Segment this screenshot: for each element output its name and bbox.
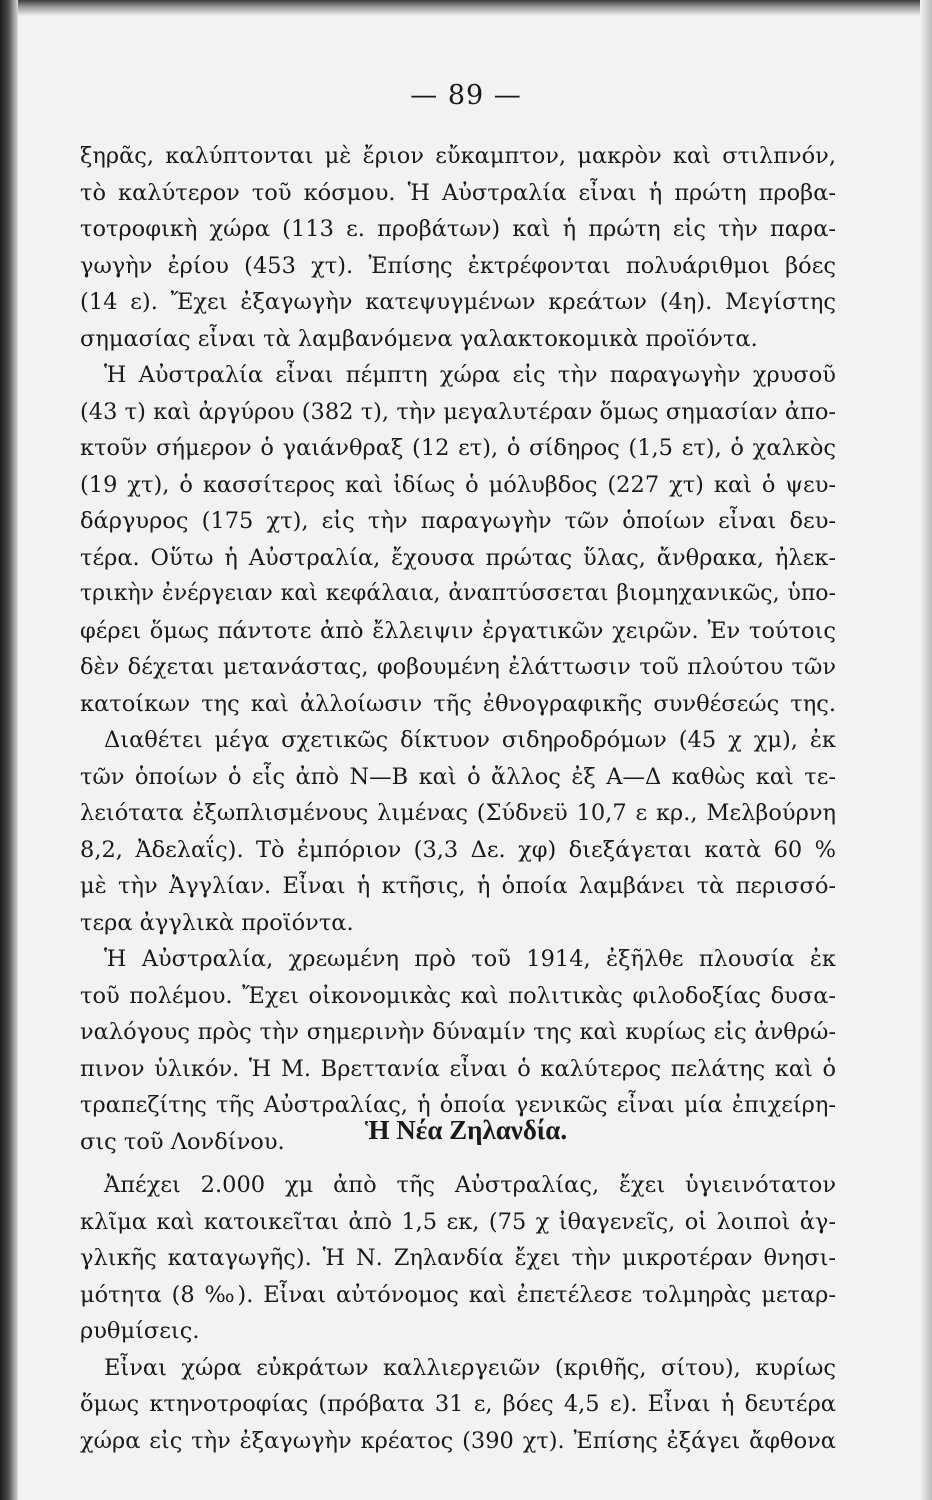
text-line: γωγὴν ἐρίου (453 χτ). Ἐπίσης ἐκτρέφονται πολυάριθμοι βόες — [80, 252, 836, 279]
text-line: ρυθμίσεις. — [80, 1318, 200, 1344]
text-line: μότητα (8 ‰). Εἶναι αὐτόνομος καὶ ἐπετέλεσε τολμηρὰς μεταρ- — [80, 1281, 836, 1308]
text-line: φέρει ὅμως πάντοτε ἀπὸ ἔλλειψιν ἐργατικῶν χειρῶν. Ἐν τούτοις — [80, 617, 836, 644]
text-line: σις τοῦ Λονδίνου. — [80, 1128, 285, 1155]
text-line: λειότατα ἐξωπλισμένους λιμένας (Σύδνεϋ 10,7 ε κρ., Μελβούρνη — [80, 800, 836, 826]
text-line: Ἡ Αὐστραλία, χρεωμένη πρὸ τοῦ 1914, ἐξῆλθε πλουσία ἐκ — [104, 946, 836, 972]
body-text-australia — [80, 138, 836, 1160]
text-line: τερα ἀγγλικὰ προϊόντα. — [80, 909, 354, 936]
text-line: χώρα εἰς τὴν ἐξαγωγὴν κρέατος (390 χτ). Ἐπίσης ἐξάγει ἄφθονα — [80, 1427, 836, 1454]
text-line: τοῦ πολέμου. Ἔχει οἰκονομικὰς καὶ πολιτικὰς φιλοδοξίας δυσα- — [80, 982, 836, 1009]
text-line: σημασίας εἶναι τὰ λαμβανόμενα γαλακτοκομικὰ προϊόντα. — [80, 325, 758, 352]
scan-edge-left — [0, 0, 18, 1500]
text-line: τῶν ὁποίων ὁ εἷς ἀπὸ Ν—Β καὶ ὁ ἄλλος ἐξ Α—Δ καθὼς καὶ τε- — [80, 763, 836, 790]
text-line: ξηρᾶς, καλύπτονται μὲ ἔριον εὔκαμπτον, μακρὸν καὶ στιλπνόν, — [80, 143, 836, 169]
page-number: — 89 — — [410, 80, 522, 111]
text-line: πινον ὑλικόν. Ἡ Μ. Βρεττανία εἶναι ὁ καλύτερος πελάτης καὶ ὁ — [80, 1055, 836, 1082]
text-line: ὅμως κτηνοτροφίας (πρόβατα 31 ε, βόες 4,5 ε). Εἶναι ἡ δευτέρα — [80, 1391, 836, 1417]
text-line: κτοῦν σήμερον ὁ γαιάνθραξ (12 ετ), ὁ σίδηρος (1,5 ετ), ὁ χαλκὸς — [80, 435, 836, 461]
body-text-new-zealand — [80, 1167, 836, 1459]
text-line: δὲν δέχεται μετανάστας, φοβουμένη ἐλάττωσιν τοῦ πλούτου τῶν — [80, 654, 836, 680]
text-line: Διαθέτει μέγα σχετικῶς δίκτυον σιδηροδρόμων (45 χ χμ), ἐκ — [104, 727, 836, 753]
text-line: τὸ καλύτερον τοῦ κόσμου. Ἡ Αὐστραλία εἶναι ἡ πρώτη προβα- — [80, 179, 836, 206]
text-line: Εἶναι χώρα εὐκράτων καλλιεργειῶν (κριθῆς, σίτου), κυρίως — [104, 1354, 836, 1381]
text-line: τοτροφικὴ χώρα (113 ε. προβάτων) καὶ ἡ πρώτη εἰς τὴν παρα- — [80, 216, 836, 242]
text-line: κλῖμα καὶ κατοικεῖται ἀπὸ 1,5 εκ, (75 χ ἰθαγενεῖς, οἱ λοιποὶ ἀγ- — [80, 1208, 836, 1235]
text-line: Ἡ Αὐστραλία εἶναι πέμπτη χώρα εἰς τὴν παραγωγὴν χρυσοῦ — [104, 362, 836, 388]
scan-edge-right — [920, 0, 932, 1500]
text-line: μὲ τὴν Ἀγγλίαν. Εἶναι ἡ κτῆσις, ἡ ὁποία λαμβάνει τὰ περισσό- — [80, 873, 836, 899]
text-line: Ἀπέχει 2.000 χμ ἀπὸ τῆς Αὐστραλίας, ἔχει ὑγιεινότατον — [104, 1172, 836, 1198]
text-line: (14 ε). Ἔχει ἐξαγωγὴν κατεψυγμένων κρεάτων (4η). Μεγίστης — [80, 289, 836, 315]
text-line: τέρα. Οὕτω ἡ Αὐστραλία, ἔχουσα πρώτας ὕλας, ἄνθρακα, ἠλεκ- — [80, 544, 836, 571]
text-line: (19 χτ), ὁ κασσίτερος καὶ ἰδίως ὁ μόλυβδος (227 χτ) καὶ ὁ ψευ- — [80, 471, 836, 498]
text-line: ναλόγους πρὸς τὴν σημερινὴν δύναμίν της καὶ κυρίως εἰς ἀνθρώ- — [80, 1019, 836, 1045]
text-line: 8,2, Ἀδελαΐς). Τὸ ἐμπόριον (3,3 Δε. χφ) διεξάγεται κατὰ 60 % — [80, 836, 836, 863]
text-line: δάργυρος (175 χτ), εἰς τὴν παραγωγὴν τῶν ὁποίων εἶναι δευ- — [80, 508, 836, 534]
scan-edge-top — [0, 0, 932, 16]
section-heading-new-zealand: Ἡ Νέα Ζηλανδία. — [364, 1115, 568, 1145]
text-line: γλικῆς καταγωγῆς). Ἡ Ν. Ζηλανδία ἔχει τὴν μικροτέραν θνησι- — [80, 1245, 836, 1271]
text-line: κατοίκων της καὶ ἀλλοίωσιν τῆς ἐθνογραφικῆς συνθέσεώς της. — [80, 690, 836, 717]
text-line: τραπεζίτης τῆς Αὐστραλίας, ἡ ὁποία γενικῶς εἶναι μία ἐπιχείρη- — [80, 1092, 836, 1118]
text-line: τρικὴν ἐνέργειαν καὶ κεφάλαια, ἀναπτύσσεται βιομηχανικῶς, ὑπο- — [80, 581, 836, 606]
text-line: (43 τ) καὶ ἀργύρου (382 τ), τὴν μεγαλυτέραν ὅμως σημασίαν ἀπο- — [80, 398, 836, 425]
